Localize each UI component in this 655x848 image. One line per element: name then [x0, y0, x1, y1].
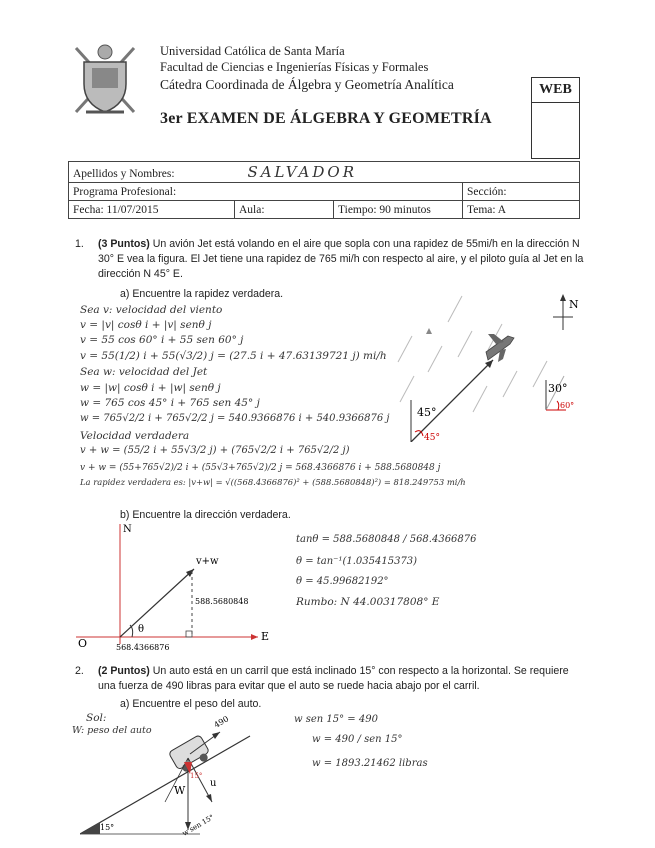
time-cell [334, 201, 463, 219]
work-a-line: v + w = (55+765√2)/2 i + (55√3+765√2)/2 j = 568.4366876 i + 588.5680848 j [80, 463, 441, 473]
work-a-line: Velocidad verdadera [80, 430, 190, 442]
problem2-work-line: w sen 15° = 490 [294, 714, 378, 725]
angle-45-label: 45° [417, 406, 437, 419]
problem2-work-line: w = 490 / sen 15° [312, 734, 403, 745]
names-label: Apellidos y Nombres: [73, 168, 175, 180]
work-b-line: tanθ = 588.5680848 / 568.4366876 [296, 534, 477, 545]
work-a-line: v = 55(1/2) i + 55(√3/2) j = (27.5 i + 47.63139721 j) mi/h [80, 350, 387, 362]
date-label: Fecha: 11/07/2015 [73, 203, 159, 216]
axis-e-label: E [261, 630, 270, 643]
university-name: Universidad Católica de Santa María [160, 44, 345, 58]
axis-n-label: N [123, 524, 132, 535]
section-label: Sección: [467, 185, 507, 198]
problem1-points: (3 Puntos) [98, 238, 150, 250]
component-label: w sen 15° [181, 813, 216, 838]
work-b-line: θ = 45.99682192° [296, 576, 389, 587]
problem2-weight-def: W: peso del auto [72, 725, 152, 736]
problem2-number: 2. [75, 665, 84, 677]
resultant-graph [76, 522, 276, 652]
classroom-label: Aula: [239, 203, 265, 216]
web-box [531, 77, 580, 159]
y-component-label: 588.5680848 [195, 597, 249, 606]
web-label: WEB [532, 78, 579, 103]
problem1-part-a: a) Encuentre la rapidez verdadera. [120, 288, 284, 300]
weight-label: W [174, 784, 186, 797]
work-a-line: La rapidez verdadera es: |v+w| = √((568.4366876)² + (588.5680848)²) = 818.249753 mi/h [80, 477, 466, 487]
work-b-line: Rumbo: N 44.00317808° E [296, 596, 440, 608]
time-label: Tiempo: 90 minutos [338, 203, 431, 216]
problem2-sol-label: Sol: [86, 712, 107, 724]
department-name: Cátedra Coordinada de Álgebra y Geometría Analítica [160, 77, 454, 92]
work-a-line: v = |v| cosθ i + |v| senθ j [80, 319, 212, 331]
work-a-line: w = 765√2/2 i + 765√2/2 j = 540.9366876 i + 540.9366876 j [80, 413, 390, 424]
problem1-number: 1. [75, 238, 84, 250]
ground-angle-label: 15° [100, 823, 115, 832]
problem1-statement [98, 237, 586, 282]
student-info-table [68, 161, 580, 219]
problem1-part-b: b) Encuentre la dirección verdadera. [120, 509, 291, 521]
faculty-name: Facultad de Ciencias e Ingenierías Físicas y Formales [160, 60, 429, 74]
university-crest [70, 40, 140, 120]
x-component-label: 568.4366876 [116, 643, 170, 652]
angle-45-red-label: 45° [424, 433, 440, 442]
work-a-line: v + w = (55/2 i + 55√3/2 j) + (765√2/2 i + 765√2/2 j) [80, 445, 350, 456]
north-label: N [569, 298, 579, 311]
problem2-statement [98, 664, 586, 694]
problem2-part-a: a) Encuentre el peso del auto. [120, 698, 262, 710]
vector-label: v+w [196, 556, 219, 567]
program-cell[interactable] [69, 183, 463, 201]
problem2-text: Un auto está en un carril que está inclinado 15° con respecto a la horizontal. Se requiere una fuerza de 490 libras para evitar que el auto se ruede hacia abajo por el carril. [98, 665, 569, 692]
u-label: u [210, 778, 217, 789]
work-a-line: v = 55 cos 60° i + 55 sen 60° j [80, 334, 244, 346]
origin-label: O [78, 637, 88, 650]
work-a-line: Sea v: velocidad del viento [80, 304, 223, 316]
theta-label: θ [138, 624, 145, 635]
topic-label: Tema: A [467, 203, 507, 216]
section-cell[interactable] [463, 183, 580, 201]
exam-title: 3er EXAMEN DE ÁLGEBRA Y GEOMETRÍA [160, 110, 492, 127]
topic-cell [463, 201, 580, 219]
date-cell [69, 201, 235, 219]
names-value: SALVADOR [247, 163, 358, 181]
problem2-work-block [294, 714, 428, 770]
problem2-work-line: w = 1893.21462 libras [312, 758, 428, 769]
wind-jet-figure [388, 292, 588, 442]
work-a-line: w = |w| cosθ i + |w| senθ j [80, 382, 221, 394]
angle-label: 15° [190, 772, 203, 780]
names-cell[interactable] [69, 162, 580, 183]
incline-figure [80, 712, 260, 842]
program-label: Programa Profesional: [73, 185, 177, 198]
work-b-line: θ = tan⁻¹(1.035415373) [296, 556, 418, 567]
work-a-line: w = 765 cos 45° i + 765 sen 45° j [80, 397, 260, 409]
angle-30-label: 30° [548, 382, 568, 395]
work-a-line: Sea w: velocidad del Jet [80, 366, 208, 378]
problem2-points: (2 Puntos) [98, 665, 150, 677]
problem1-text: Un avión Jet está volando en el aire que sopla con una rapidez de 55mi/h en la dirección N 30° E vea la figura. El Jet tiene una rapidez de 765 mi/h con respecto al aire, y el piloto guía al Jet en la dirección N 45° E. [98, 238, 584, 280]
force-label: 490 [212, 714, 231, 730]
angle-60-label: 60° [560, 401, 575, 410]
classroom-cell[interactable] [235, 201, 334, 219]
work-b-block [296, 534, 477, 608]
